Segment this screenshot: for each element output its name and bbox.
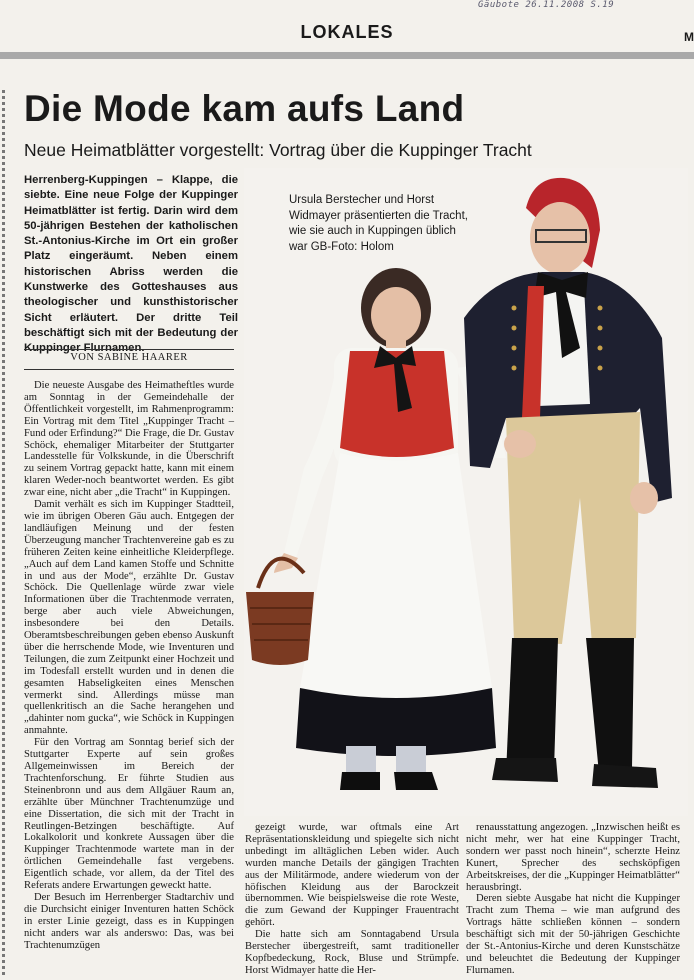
article-byline: VON SABINE HAARER xyxy=(70,352,188,363)
paragraph: Der Besuch im Herrenberger Stadtarchiv und die Durchsicht einiger Inventuren hatten Schöck in erster Linie gezeigt, dass es in Kuppingen nicht anders war als anderswo: Das, was bei Trachtenumzügen xyxy=(24,891,234,951)
article-column-2 xyxy=(245,822,459,977)
article-column-3 xyxy=(466,822,680,977)
byline-rule xyxy=(24,349,234,350)
paragraph: renausstattung angezogen. „Inzwischen heißt es nicht mehr, wer hat eine Kuppinger Tracht, sondern wer passt noch hinein“, scherzte Heinz Kunert, Sprecher des sechsköpfigen Arbeitskreises, der die „Kuppinger Heimatblätter“ herausbringt. xyxy=(466,822,680,893)
article-column-1 xyxy=(24,380,234,952)
article-photo xyxy=(244,168,688,816)
handwritten-source-note: Gäubote 26.11.2008 S.19 xyxy=(478,0,615,10)
section-title: LOKALES xyxy=(300,22,394,42)
dark-skirt xyxy=(296,688,496,756)
byline-rule xyxy=(24,369,234,370)
paragraph: Für den Vortrag am Sonntag berief sich der Stuttgarter Experte auf sein großes Allgemeinwissen im Bereich der Trachtenforschung. Er führte Studien aus Steinenbronn und aus dem Allgäuer Raum an, erzählte über Münchner Trachtenumzüge und eine Dissertation, die sich mit der Tracht in Reutlingen-Betzingen beschäftigte. Auf Lokalkolorit und konkrete Aussagen über die Kuppinger Trachtenmode wartete man in der örtlichen Gemeindehalle fast vergebens. Eigentlich schade, vor allem, da der Titel des Referats andere Erwartungen geweckt hatte. xyxy=(24,737,234,892)
cut-off-edge-letter: M xyxy=(684,30,694,44)
paragraph: Damit verhält es sich im Kuppinger Stadtteil, wie im übrigen Oberen Gäu auch. Entgegen der landläufigen Meinung und der festen Überzeugung mancher Trachtenvereine gab es zu früheren Zeiten keine einheitliche Kleiderpflege. „Auch auf dem Land kamen Stoffe und Schnitte in und aus der Mode“, erzählte Dr. Gustav Schöck. Die Quellenlage würde zwar viele Informationen über die Trachtenmode verraten, berge aber auch viele Abweichungen, insbesondere bei den Details. Oberamtsbeschreibungen geben ebenso Auskunft über die herrschende Mode, wie Inventuren und Teilungen, die zum Zeitpunkt einer Hochzeit und im Todesfall erstellt wurden und in denen die gesamten Habseligkeiten eines Menschen vermerkt sind. Allerdings müsse man quellenkritisch an die Sache herangehen und „dahinter nom gucka“, wie Schöck in Kuppingen anmahnte. xyxy=(24,499,234,737)
paragraph: Die hatte sich am Sonntagabend Ursula Berstecher übergestreift, samt traditioneller Kopfbedeckung, Rock, Bluse und Strümpfe. Horst Widmayer hatte die Her- xyxy=(245,929,459,976)
photo-caption: Ursula Berstecher und Horst Widmayer präsentierten die Tracht, wie sie auch in Kuppingen üblich war GB-Foto: Holom xyxy=(289,194,468,253)
article-headline: Die Mode kam aufs Land xyxy=(24,88,465,129)
paragraph: Die neueste Ausgabe des Heimatheftles wurde am Sonntag in der Gemeindehalle der Öffentlichkeit vorgestellt, im Rahmenprogramm: Ein Vortrag mit dem Titel „Kuppinger Tracht – Fund oder Erfindung?“ Die Frage, die Dr. Gustav Schöck, ehemaliger Mitarbeiter der Stuttgarter Landesstelle für Volkskunde, in die Überschrift zu seinem Vortrag gepackt hatte, kann mit einem klaren Weder-noch beantwortet werden. Es gibt zwar eine, nicht aber „die Tracht“ in Kuppingen. xyxy=(24,380,234,499)
paragraph: Deren siebte Ausgabe hat nicht die Kuppinger Tracht zum Thema – wie man aufgrund des Vortrags hätte schließen können – sondern beschäftigt sich mit der 50-jährigen Geschichte der St.-Antonius-Kirche und deren Kunstschätze und beleuchtet die Bedeutung der Kuppinger Flurnamen. xyxy=(466,893,680,976)
article-lead: Herrenberg-Kuppingen – Klappe, die siebte. Eine neue Folge der Kuppinger Heimatblätter ist fertig. Darin wird dem 50-jährigen Bestehen der katholischen St.-Antonius-Kirche im Ort ein großer Platz eingeräumt. Neben einem historischen Abriss werden die Kunstwerke des Gotteshauses aus theologischer und kunsthistorischer Sicht erläutert. Der dritte Teil beschäftigt sich mit der Bedeutung der xyxy=(24,174,238,339)
section-rule xyxy=(0,52,694,59)
paragraph: gezeigt wurde, war oftmals eine Art Repräsentationskleidung und spiegelte sich nicht unbedingt im alltäglichen Leben wider. Auch wurden manche Details der gängigen Trachten aus der Militärmode, andere wiederum von der höfischen Kleidung aus der Barockzeit übernommen. Wie beispielsweise die rote Weste, die zum Gewand der Kuppinger Frauentracht gehört. xyxy=(245,822,459,929)
dotted-margin-rule xyxy=(2,90,5,975)
article-subheadline: Neue Heimatblätter vorgestellt: Vortrag über die Kuppinger Tracht xyxy=(24,140,532,160)
